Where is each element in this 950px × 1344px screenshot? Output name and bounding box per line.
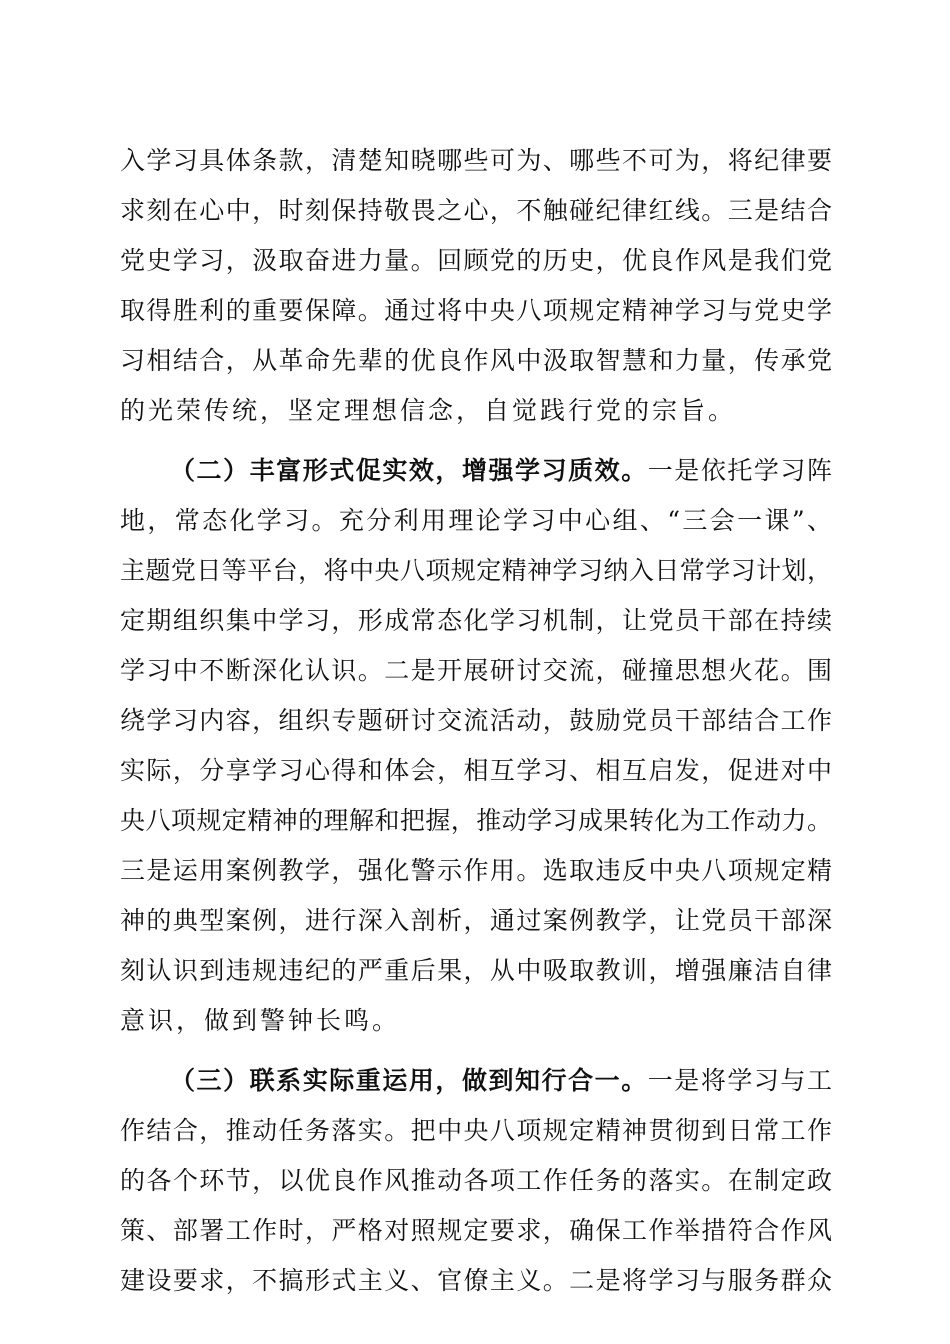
paragraph-line: 求刻在心中，时刻保持敬畏之心，不触碰纪律红线。三是结合: [120, 196, 832, 225]
paragraph-line: 神的典型案例，进行深入剖析，通过案例教学，让党员干部深: [120, 906, 832, 935]
paragraph-line: 主题党日等平台，将中央八项规定精神学习纳入日常学习计划，: [120, 556, 832, 585]
section-heading-line: [170, 1059, 832, 1103]
paragraph-line: 取得胜利的重要保障。通过将中央八项规定精神学习与党史学: [120, 296, 832, 325]
paragraph-line: 央八项规定精神的理解和把握，推动学习成果转化为工作动力。: [120, 806, 832, 835]
heading-line-rest: 一是依托学习阵: [647, 456, 832, 485]
paragraph-line: 学习中不断深化认识。二是开展研讨交流，碰撞思想火花。围: [120, 656, 832, 685]
paragraph-line: 三是运用案例教学，强化警示作用。选取违反中央八项规定精: [120, 856, 832, 885]
paragraph-line: 意识，做到警钟长鸣。: [120, 1006, 401, 1035]
paragraph-line: 入学习具体条款，清楚知晓哪些可为、哪些不可为，将纪律要: [120, 146, 832, 175]
paragraph-line: 绕学习内容，组织专题研讨交流活动，鼓励党员干部结合工作: [120, 706, 832, 735]
paragraph-line: 定期组织集中学习，形成常态化学习机制，让党员干部在持续: [120, 606, 832, 635]
section-heading-line: [170, 449, 832, 493]
paragraph-line: 作结合，推动任务落实。把中央八项规定精神贯彻到日常工作: [120, 1116, 832, 1145]
paragraph-line: 习相结合，从革命先辈的优良作风中汲取智慧和力量，传承党: [120, 346, 832, 375]
paragraph-line: 的各个环节，以优良作风推动各项工作任务的落实。在制定政: [120, 1166, 832, 1195]
paragraph-line: 建设要求，不搞形式主义、官僚主义。二是将学习与服务群众: [120, 1266, 832, 1295]
paragraph-line: 地，常态化学习。充分利用理论学习中心组、“三会一课”、: [120, 506, 832, 535]
paragraph-line: 党史学习，汲取奋进力量。回顾党的历史，优良作风是我们党: [120, 246, 832, 275]
paragraph-line: 刻认识到违规违纪的严重后果，从中吸取教训，增强廉洁自律: [120, 956, 832, 985]
paragraph-line: 实际，分享学习心得和体会，相互学习、相互启发，促进对中: [120, 756, 832, 785]
section-heading: （三）联系实际重运用，做到知行合一。: [170, 1066, 648, 1095]
section-heading: （二）丰富形式促实效，增强学习质效。: [170, 456, 648, 485]
heading-line-rest: 一是将学习与工: [647, 1066, 832, 1095]
paragraph-line: 策、部署工作时，严格对照规定要求，确保工作举措符合作风: [120, 1216, 832, 1245]
paragraph-line: 的光荣传统，坚定理想信念，自觉践行党的宗旨。: [120, 396, 737, 425]
